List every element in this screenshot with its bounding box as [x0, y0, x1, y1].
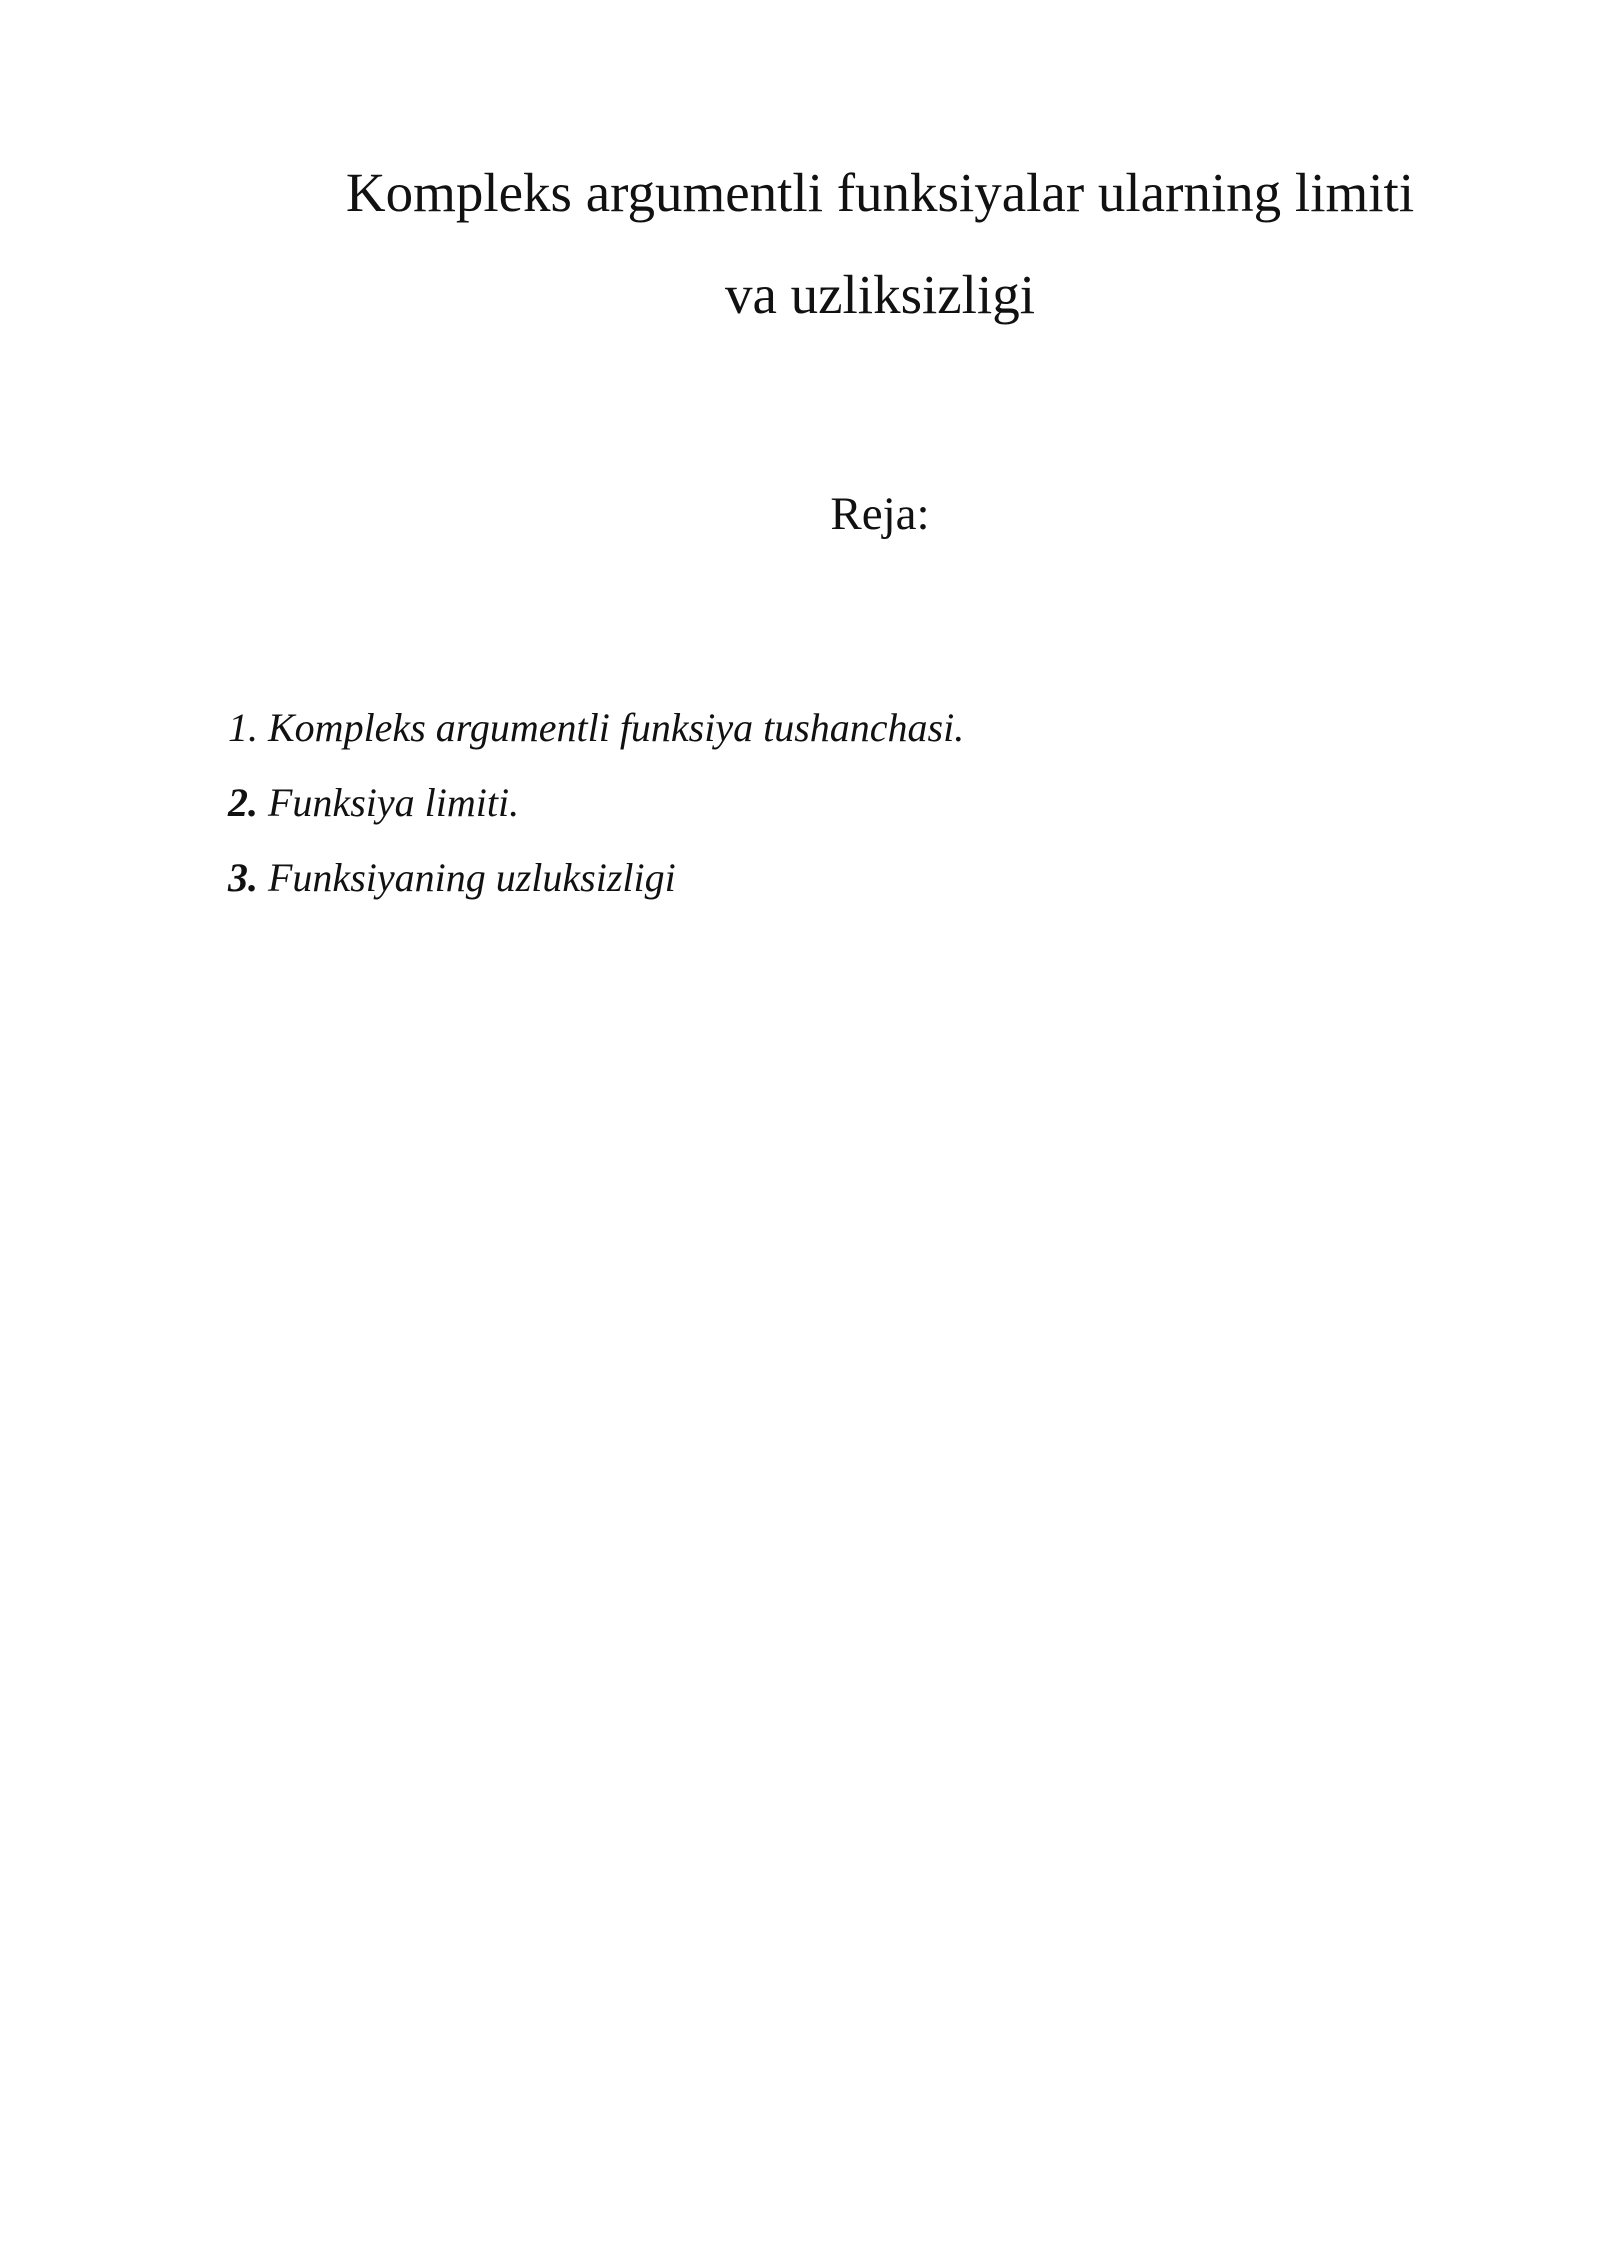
title-line-2: va uzliksizligi — [724, 264, 1036, 325]
plan-item-text: Funksiyaning uzluksizligi — [268, 855, 676, 900]
title-line-1: Kompleks argumentli funksiyalar ularning limiti — [345, 162, 1415, 223]
plan-item-number: 2. — [228, 780, 258, 825]
plan-heading: Reja: — [830, 488, 930, 540]
document-title — [230, 142, 1530, 346]
plan-list — [228, 698, 964, 923]
plan-item-number: 3. — [228, 855, 258, 900]
plan-item-number: 1. — [228, 705, 258, 750]
plan-item — [228, 773, 964, 848]
plan-item-text: Funksiya limiti. — [268, 780, 520, 825]
plan-item-text: Kompleks argumentli funksiya tushanchasi. — [268, 705, 965, 750]
plan-item — [228, 848, 964, 923]
plan-item — [228, 698, 964, 773]
